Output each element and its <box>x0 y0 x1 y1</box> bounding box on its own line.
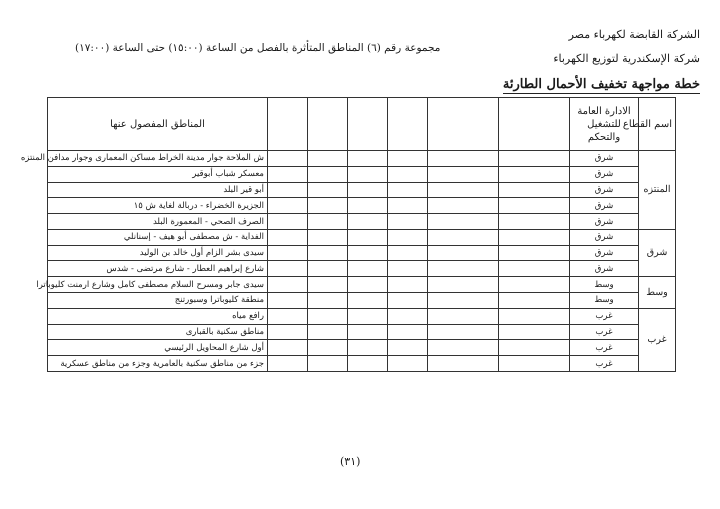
blank-cell <box>308 277 348 293</box>
blank-cell <box>268 277 308 293</box>
table-row <box>48 293 676 309</box>
blank-cell <box>308 198 348 214</box>
blank-cell <box>428 324 499 340</box>
blank-cell <box>308 214 348 230</box>
area-cell: شارع إبراهيم العطار - شارع مرتضى - شدس <box>48 261 268 277</box>
admin-cell: شرق <box>570 245 639 261</box>
blank-cell <box>348 293 388 309</box>
blank-cell <box>388 151 428 167</box>
admin-cell: شرق <box>570 182 639 198</box>
blank-cell <box>499 229 570 245</box>
blank-column-header <box>308 98 348 151</box>
blank-cell <box>499 198 570 214</box>
admin-cell: غرب <box>570 340 639 356</box>
plan-title: خطة مواجهة تخفيف الأحمال الطارئة <box>502 77 700 92</box>
table-row <box>48 229 676 245</box>
load-shedding-table <box>20 97 676 372</box>
company-name-line1: الشركة القابضة لكهرباء مصر <box>568 28 700 41</box>
area-cell: جزء من مناطق سكنية بالعامرية وجزء من مناطق عسكرية <box>48 356 268 372</box>
blank-cell <box>308 245 348 261</box>
admin-cell: غرب <box>570 356 639 372</box>
table-row <box>48 356 676 372</box>
table-row <box>48 324 676 340</box>
blank-cell <box>348 277 388 293</box>
blank-cell <box>388 277 428 293</box>
table-row <box>48 198 676 214</box>
blank-cell <box>388 340 428 356</box>
sector-name-cell: المنتزه <box>639 151 676 230</box>
blank-cell <box>428 293 499 309</box>
blank-cell <box>348 245 388 261</box>
blank-cell <box>268 340 308 356</box>
blank-cell <box>268 308 308 324</box>
group-schedule-line: مجموعة رقم (٦) المناطق المتأثرة بالفصل من الساعة (١٥:٠٠) حتى الساعة (١٧:٠٠) <box>75 42 441 54</box>
blank-cell <box>268 214 308 230</box>
area-cell: منطقة كليوباترا وسبورتنج <box>48 293 268 309</box>
blank-cell <box>348 214 388 230</box>
page-number: (٣١) <box>340 455 361 468</box>
blank-cell <box>388 293 428 309</box>
area-cell: أبو قير البلد <box>48 182 268 198</box>
table-row <box>48 261 676 277</box>
blank-cell <box>388 356 428 372</box>
blank-cell <box>388 229 428 245</box>
area-cell: الفداية - ش مصطفى أبو هيف - إسنانلي <box>48 229 268 245</box>
blank-cell <box>499 261 570 277</box>
admin-cell: شرق <box>570 151 639 167</box>
blank-cell <box>428 166 499 182</box>
table-row <box>48 277 676 293</box>
admin-cell: وسط <box>570 293 639 309</box>
blank-cell <box>268 198 308 214</box>
table-header-row <box>48 98 676 151</box>
blank-column-header <box>388 98 428 151</box>
blank-cell <box>348 261 388 277</box>
blank-cell <box>308 261 348 277</box>
admin-cell: وسط <box>570 277 639 293</box>
sector-column-header: اسم القطاع <box>639 98 676 151</box>
area-cell: رافع مياه <box>48 308 268 324</box>
blank-cell <box>388 166 428 182</box>
blank-cell <box>348 356 388 372</box>
blank-cell <box>268 293 308 309</box>
blank-cell <box>268 356 308 372</box>
blank-cell <box>428 277 499 293</box>
sector-name-cell: وسط <box>639 277 676 309</box>
area-cell: ش الملاحة جوار مدينة الخراط مساكن المعمارى وجوار مدافن المنتزه <box>48 151 268 167</box>
blank-cell <box>499 245 570 261</box>
blank-cell <box>388 198 428 214</box>
blank-cell <box>268 166 308 182</box>
blank-cell <box>308 166 348 182</box>
blank-cell <box>348 308 388 324</box>
blank-cell <box>499 340 570 356</box>
table-row <box>48 340 676 356</box>
blank-cell <box>388 182 428 198</box>
blank-cell <box>308 293 348 309</box>
blank-column-header <box>268 98 308 151</box>
sector-name-cell: شرق <box>639 229 676 276</box>
company-name-line2: شركة الإسكندرية لتوزيع الكهرباء <box>553 52 700 65</box>
blank-cell <box>268 182 308 198</box>
blank-cell <box>388 214 428 230</box>
blank-cell <box>428 261 499 277</box>
sector-name-cell: غرب <box>639 308 676 371</box>
blank-cell <box>499 308 570 324</box>
blank-cell <box>388 308 428 324</box>
blank-cell <box>268 261 308 277</box>
blank-cell <box>428 214 499 230</box>
blank-column-header <box>428 98 499 151</box>
area-cell: مناطق سكنية بالقبارى <box>48 324 268 340</box>
blank-cell <box>348 166 388 182</box>
area-cell: سيدى جابر ومسرح السلام مصطفى كامل وشارع ارمنت كليوباترا <box>48 277 268 293</box>
blank-cell <box>499 182 570 198</box>
blank-cell <box>428 340 499 356</box>
blank-cell <box>428 356 499 372</box>
blank-cell <box>348 340 388 356</box>
blank-cell <box>348 229 388 245</box>
blank-cell <box>428 198 499 214</box>
blank-cell <box>499 166 570 182</box>
area-cell: سيدى بشر الزام أول خالد بن الوليد <box>48 245 268 261</box>
admin-cell: شرق <box>570 198 639 214</box>
blank-cell <box>428 151 499 167</box>
blank-cell <box>499 293 570 309</box>
admin-column-header: الادارة العامة للتشغيل والتحكم <box>570 98 639 151</box>
blank-cell <box>348 182 388 198</box>
table-row <box>48 151 676 167</box>
table-row <box>48 182 676 198</box>
blank-cell <box>499 214 570 230</box>
blank-cell <box>308 308 348 324</box>
blank-cell <box>268 324 308 340</box>
blank-cell <box>388 261 428 277</box>
blank-cell <box>499 324 570 340</box>
table-row <box>48 245 676 261</box>
area-cell: معسكر شباب أبوقير <box>48 166 268 182</box>
blank-cell <box>268 245 308 261</box>
admin-cell: شرق <box>570 261 639 277</box>
admin-cell: غرب <box>570 308 639 324</box>
admin-cell: شرق <box>570 229 639 245</box>
blank-column-header <box>348 98 388 151</box>
blank-cell <box>499 277 570 293</box>
blank-cell <box>499 151 570 167</box>
blank-cell <box>428 229 499 245</box>
blank-cell <box>308 324 348 340</box>
areas-column-header: المناطق المفصول عنها <box>48 98 268 151</box>
area-cell: الصرف الصحي - المعمورة البلد <box>48 214 268 230</box>
blank-cell <box>308 229 348 245</box>
blank-column-header <box>499 98 570 151</box>
blank-cell <box>499 356 570 372</box>
blank-cell <box>348 324 388 340</box>
blank-cell <box>268 151 308 167</box>
blank-cell <box>308 151 348 167</box>
admin-cell: غرب <box>570 324 639 340</box>
blank-cell <box>348 198 388 214</box>
admin-cell: شرق <box>570 214 639 230</box>
blank-cell <box>308 182 348 198</box>
table-row <box>48 214 676 230</box>
blank-cell <box>428 182 499 198</box>
admin-cell: شرق <box>570 166 639 182</box>
blank-cell <box>348 151 388 167</box>
blank-cell <box>428 245 499 261</box>
area-cell: الجزيرة الخضراء - دربالة لغاية ش ١٥ <box>48 198 268 214</box>
area-cell: أول شارع المحاويل الرئيسي <box>48 340 268 356</box>
blank-cell <box>388 324 428 340</box>
blank-cell <box>308 340 348 356</box>
table-row <box>48 166 676 182</box>
blank-cell <box>308 356 348 372</box>
table-row <box>48 308 676 324</box>
blank-cell <box>428 308 499 324</box>
blank-cell <box>268 229 308 245</box>
blank-cell <box>388 245 428 261</box>
